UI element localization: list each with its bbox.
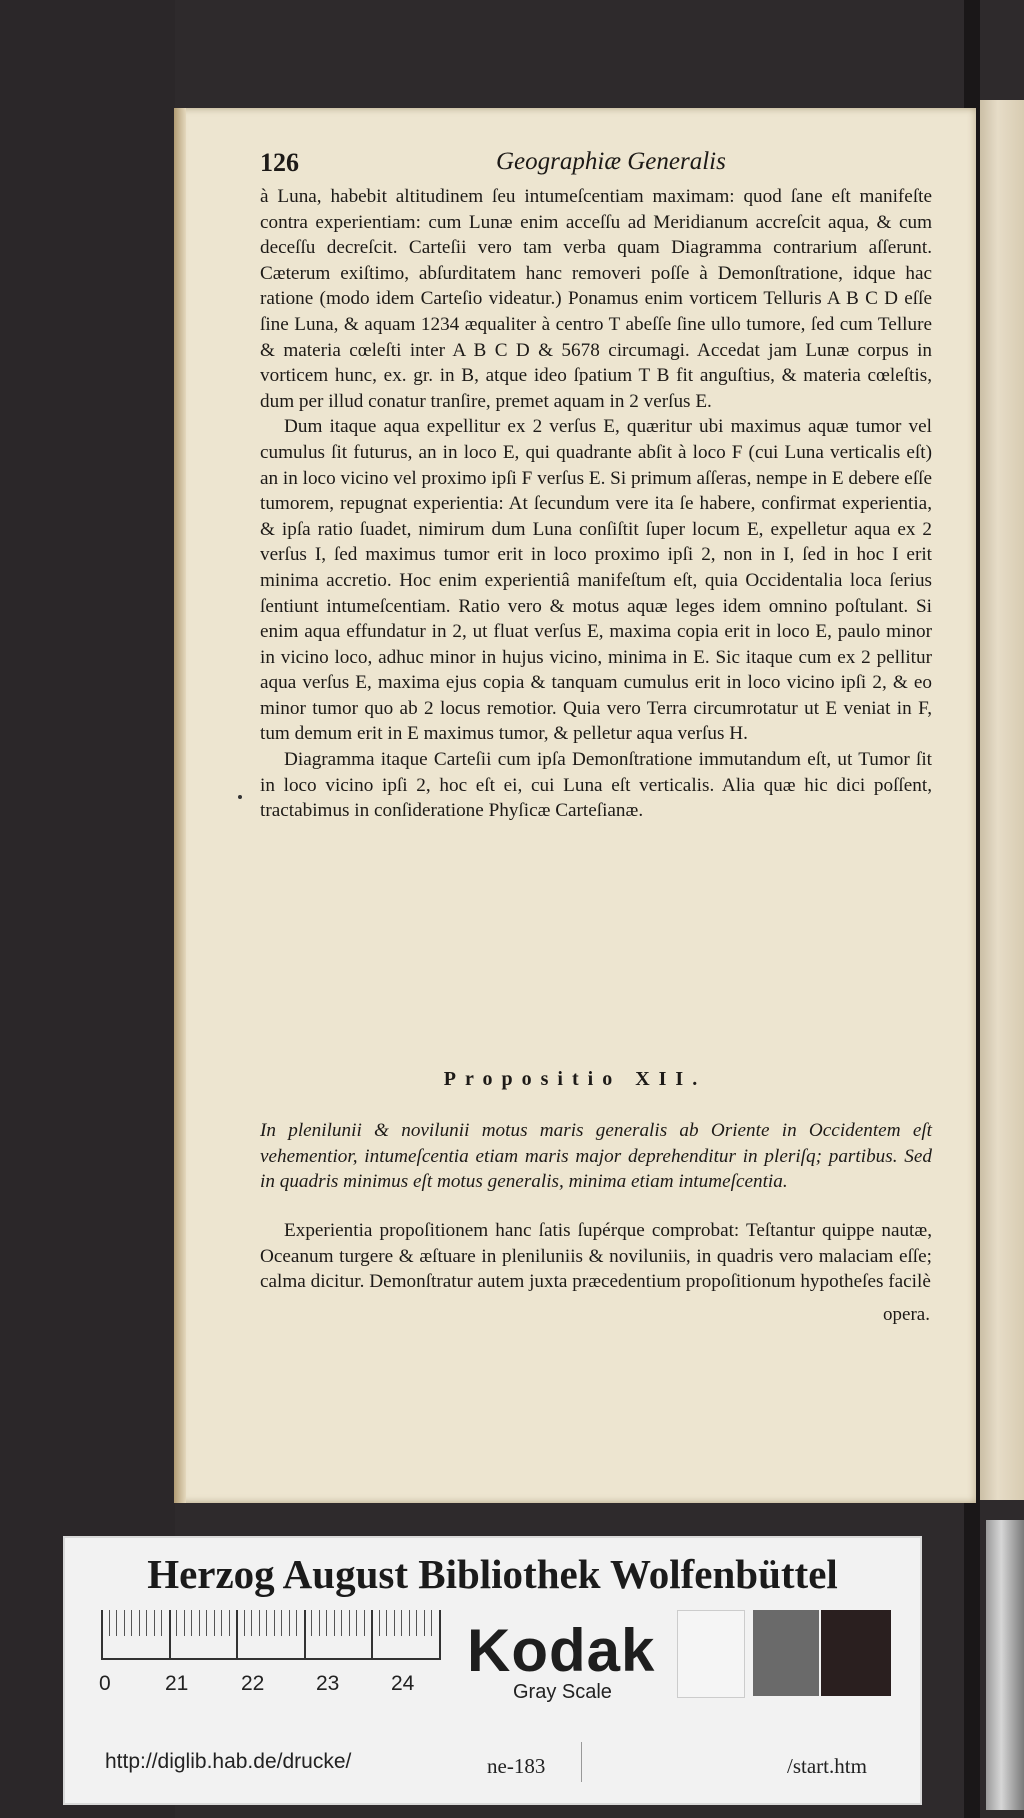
ruler-tick bbox=[394, 1610, 395, 1636]
ruler-label: 21 bbox=[165, 1672, 189, 1695]
swatch-white bbox=[677, 1610, 745, 1698]
ruler-tick bbox=[259, 1610, 260, 1636]
proposition-enunciation: In plenilunii & novilunii motus maris generalis ab Oriente in Occidentem eſt vehementior, intumeſcentia etiam maris major deprehenditur in pleriſq; partibus. Sed in quadris minimus eſt motus generalis, minima etiam intumeſcentia. bbox=[260, 1120, 932, 1193]
ruler-tick bbox=[206, 1610, 207, 1636]
ruler-label: 23 bbox=[316, 1672, 340, 1695]
ruler-tick bbox=[296, 1610, 297, 1636]
catchword: opera. bbox=[883, 1304, 930, 1325]
ruler-tick bbox=[341, 1610, 342, 1636]
ruler-tick bbox=[146, 1610, 147, 1636]
ruler-major-tick bbox=[101, 1610, 103, 1658]
ruler-major-tick bbox=[236, 1610, 238, 1658]
ruler-baseline bbox=[101, 1658, 441, 1660]
paragraph-4: Experientia propoſitionem hanc ſatis ſupérque comprobat: Teſtantur quippe nautæ, Oceanum turgere & æſtuare in pleniluniis & noviluniis, in quadris vero malaciam eſſe; calma dicitur. Demonſtratur autem juxta præcedentium propoſitionum hypotheſes facilè bbox=[260, 1220, 932, 1293]
ruler-label: 24 bbox=[391, 1672, 415, 1695]
ruler-tick bbox=[379, 1610, 380, 1636]
ruler-tick bbox=[424, 1610, 425, 1636]
ruler-major-tick bbox=[371, 1610, 373, 1658]
running-head: Geographiæ Generalis bbox=[496, 148, 726, 175]
ruler-tick bbox=[139, 1610, 140, 1636]
ruler-tick bbox=[266, 1610, 267, 1636]
ruler-tick bbox=[386, 1610, 387, 1636]
scanner-edge bbox=[986, 1520, 1024, 1810]
paragraph-1: à Luna, habebit altitudinem ſeu intumeſcentiam maximam: quod ſane eſt manifeſte contra experientiam: cum Lunæ enim acceſſu ad Meridianum accreſcit aqua, & cum deceſſu decreſcit. Carteſii vero tam verba quam Diagramma contrarium aſſerunt. Cæterum exiſtimo, abſurditatem hanc removeri poſſe à Demonſtratione, idque hac ratione (modo idem Carteſio videatur.) Ponamus enim vorticem Telluris A B C D eſſe ſine Luna, & aquam 1234 æqualiter à centro T abeſſe ſine ullo tumore, ſed cum Tellure & materia cœleſti inter A B C D & 5678 circumagi. Accedat jam Lunæ corpus in vorticem hunc, ex. gr. in B, atque ideo ſpatium T B fit anguſtius, & materia cœleſtis, dum per illud conatur tranſire, premet aquam in 2 verſus E. bbox=[260, 186, 932, 412]
ruler-tick bbox=[109, 1610, 110, 1636]
swatch-gray bbox=[753, 1610, 819, 1696]
ruler-tick bbox=[176, 1610, 177, 1636]
ruler-tick bbox=[401, 1610, 402, 1636]
ruler-label: 0 bbox=[99, 1672, 111, 1695]
ruler-tick bbox=[281, 1610, 282, 1636]
ruler-tick bbox=[116, 1610, 117, 1636]
kodak-logo: Kodak bbox=[467, 1617, 656, 1684]
ruler-major-tick bbox=[304, 1610, 306, 1658]
ruler-tick bbox=[356, 1610, 357, 1636]
ruler-tick bbox=[349, 1610, 350, 1636]
ruler-label: 22 bbox=[241, 1672, 265, 1695]
ruler-tick bbox=[244, 1610, 245, 1636]
measurement-ruler bbox=[101, 1610, 441, 1700]
ruler-major-tick bbox=[169, 1610, 171, 1658]
page-number: 126 bbox=[260, 148, 299, 177]
ruler-tick bbox=[214, 1610, 215, 1636]
swatch-dark bbox=[821, 1610, 891, 1696]
ruler-tick bbox=[199, 1610, 200, 1636]
ruler-tick bbox=[319, 1610, 320, 1636]
ruler-tick bbox=[161, 1610, 162, 1636]
gray-scale-label: Gray Scale bbox=[513, 1681, 612, 1703]
next-page-edge bbox=[980, 100, 1024, 1500]
card-url: http://diglib.hab.de/drucke/ bbox=[105, 1750, 352, 1773]
ruler-tick bbox=[124, 1610, 125, 1636]
ruler-tick bbox=[191, 1610, 192, 1636]
library-title: Herzog August Bibliothek Wolfenbüttel bbox=[147, 1551, 838, 1597]
shelfmark: ne-183 bbox=[487, 1754, 546, 1778]
ruler-tick bbox=[326, 1610, 327, 1636]
ruler-tick bbox=[184, 1610, 185, 1636]
ruler-tick bbox=[311, 1610, 312, 1636]
page-header bbox=[260, 148, 930, 184]
ruler-tick bbox=[334, 1610, 335, 1636]
proposition-heading: Propositio XII. bbox=[443, 1068, 707, 1090]
ruler-tick bbox=[364, 1610, 365, 1636]
ruler-tick bbox=[289, 1610, 290, 1636]
start-page: /start.htm bbox=[787, 1754, 867, 1778]
card-divider bbox=[581, 1742, 582, 1782]
ruler-tick bbox=[409, 1610, 410, 1636]
ruler-major-tick bbox=[439, 1610, 441, 1658]
ruler-tick bbox=[431, 1610, 432, 1636]
ruler-tick bbox=[251, 1610, 252, 1636]
proof-text bbox=[260, 1218, 932, 1295]
page-gutter bbox=[174, 108, 186, 1503]
ink-speck bbox=[238, 795, 242, 799]
ruler-tick bbox=[274, 1610, 275, 1636]
paragraph-2: Dum itaque aqua expellitur ex 2 verſus E, quæritur ubi maximus aquæ tumor vel cumulus ſit futurus, an in loco E, qui quadrante abſit à loco F (cui Luna verticalis eſt) an in loco vicino vel proximo ipſi F verſus E. Si primum aſſeras, nempe in E debere eſſe tumorem, repugnat experientia: At ſecundum vere ita ſe habere, confirmat experientia, & ipſa ratio ſuadet, nimirum dum Luna conſiſtit ſuper locum E, expelletur aqua ex 2 verſus I, ſed maximus tumor erit in loco proximo ipſi 2, non in I, ſed in hoc I erit minima accretio. Hoc enim experientiâ manifeſtum eſt, quia Occidentalia loca ſerius ſentiunt intumeſcentiam. Ratio vero & motus aquæ leges idem omnino poſtulant. Si enim aqua effundatur in 2, ut fluat verſus E, maxima copia erit in loco E, paulo minor in vicino loco, adhuc minor in hujus vicino, minima in E. Sic itaque cum ex 2 pellitur aqua verſus E, maxima ejus copia & tanquam cumulus erit in loco vicino ipſi 2, & eo minor tumor quo ab 2 locus remotior. Quia vero Terra circumrotatur ut E veniat in F, tum demum erit in E maximus tumor, & pelletur aqua verſus H. bbox=[260, 416, 932, 745]
ruler-tick bbox=[221, 1610, 222, 1636]
ruler-tick bbox=[229, 1610, 230, 1636]
paragraph-3: Diagramma itaque Carteſii cum ipſa Demonſtratione immutandum eſt, ut Tumor ſit in loco vicino ipſi 2, hoc eſt ei, cui Luna eſt verticalis. Alia quæ hic dici poſſent, tractabimus in conſideratione Phyſicæ Carteſianæ. bbox=[260, 749, 932, 822]
ruler-tick bbox=[416, 1610, 417, 1636]
book-page bbox=[174, 108, 976, 1503]
main-text bbox=[260, 184, 932, 824]
ruler-tick bbox=[131, 1610, 132, 1636]
archive-color-card bbox=[65, 1538, 920, 1803]
ruler-tick bbox=[154, 1610, 155, 1636]
